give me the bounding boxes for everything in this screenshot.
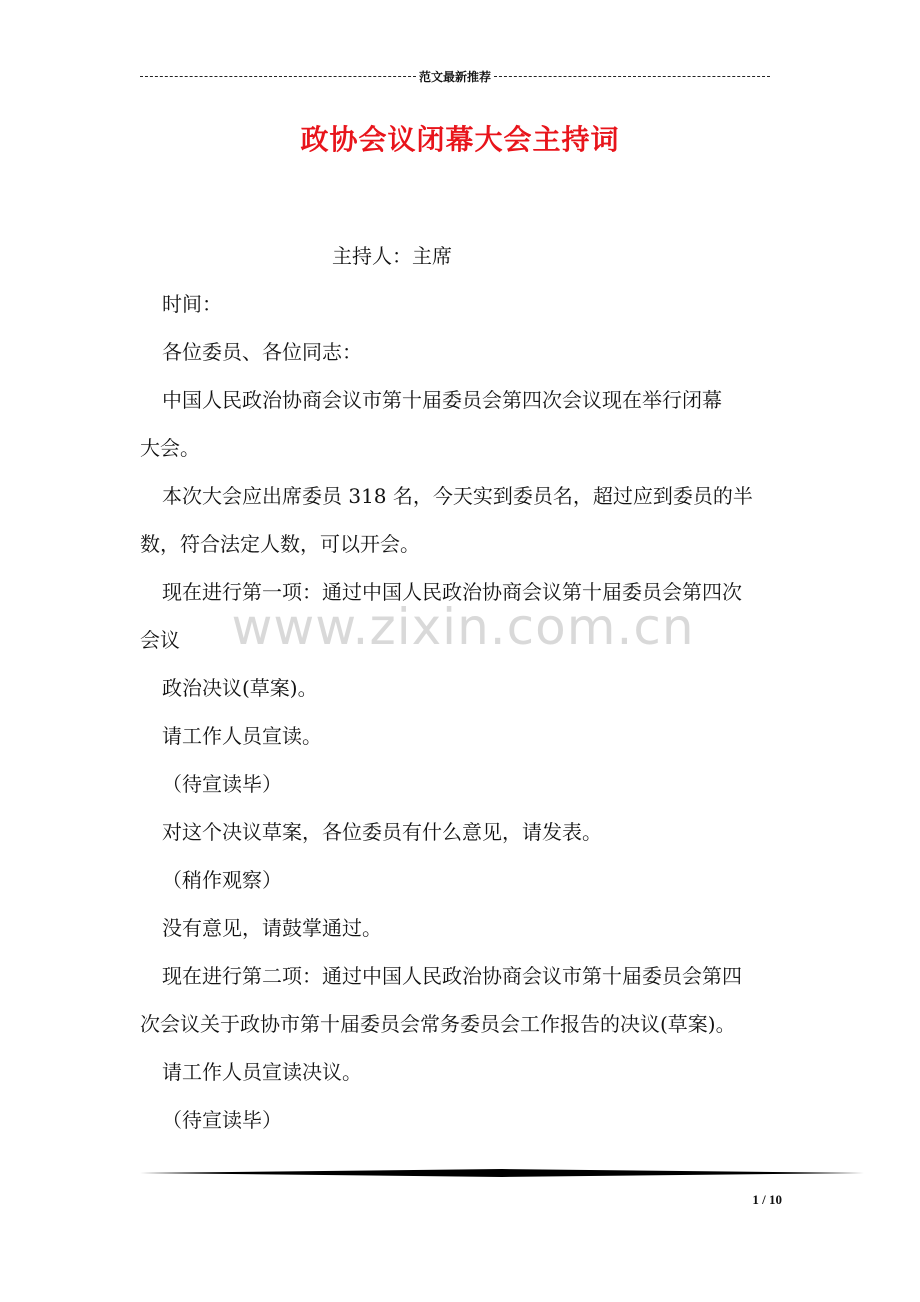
- paragraph-line: 对这个决议草案，各位委员有什么意见，请发表。: [162, 820, 602, 844]
- paragraph-line: 现在进行第一项：通过中国人民政治协商会议第十届委员会第四次: [162, 580, 742, 604]
- paragraph-line: 各位委员、各位同志：: [162, 340, 362, 364]
- paragraph-line: （稍作观察）: [162, 868, 282, 892]
- paragraph-line: 现在进行第二项：通过中国人民政治协商会议市第十届委员会第四: [162, 964, 742, 988]
- paragraph-line: （待宣读毕）: [162, 1108, 282, 1132]
- paragraph-line: 大会。: [140, 436, 200, 460]
- document-body: [140, 232, 785, 1144]
- header-dash-left: [140, 76, 416, 77]
- paragraph-line: 没有意见，请鼓掌通过。: [162, 916, 382, 940]
- paragraph-line: 政治决议(草案)。: [162, 676, 318, 700]
- paragraph-line: 本次大会应出席委员 318 名，今天实到委员名，超过应到委员的半: [162, 484, 753, 508]
- page-number: 1 / 10: [752, 1192, 782, 1207]
- paragraph-line: 请工作人员宣读决议。: [162, 1060, 362, 1084]
- paragraph-line: 会议: [140, 628, 180, 652]
- watermark: www.zixin.com.cn: [231, 598, 695, 656]
- page-header: [140, 66, 770, 86]
- document-title: 政协会议闭幕大会主持词: [300, 123, 620, 156]
- paragraph-line: 数，符合法定人数，可以开会。: [140, 532, 420, 556]
- paragraph-line: 中国人民政治协商会议市第十届委员会第四次会议现在举行闭幕: [162, 388, 722, 412]
- paragraph-line: 时间：: [162, 292, 222, 316]
- paragraph-line: （待宣读毕）: [162, 772, 282, 796]
- footer-rule: [140, 1168, 864, 1178]
- paragraph-line: 请工作人员宣读。: [162, 724, 322, 748]
- header-label: 范文最新推荐: [419, 69, 492, 84]
- host-line: 主持人：主席: [332, 244, 452, 268]
- paragraph-line: 次会议关于政协市第十届委员会常务委员会工作报告的决议(草案)。: [140, 1012, 736, 1036]
- header-dash-right: [494, 76, 770, 77]
